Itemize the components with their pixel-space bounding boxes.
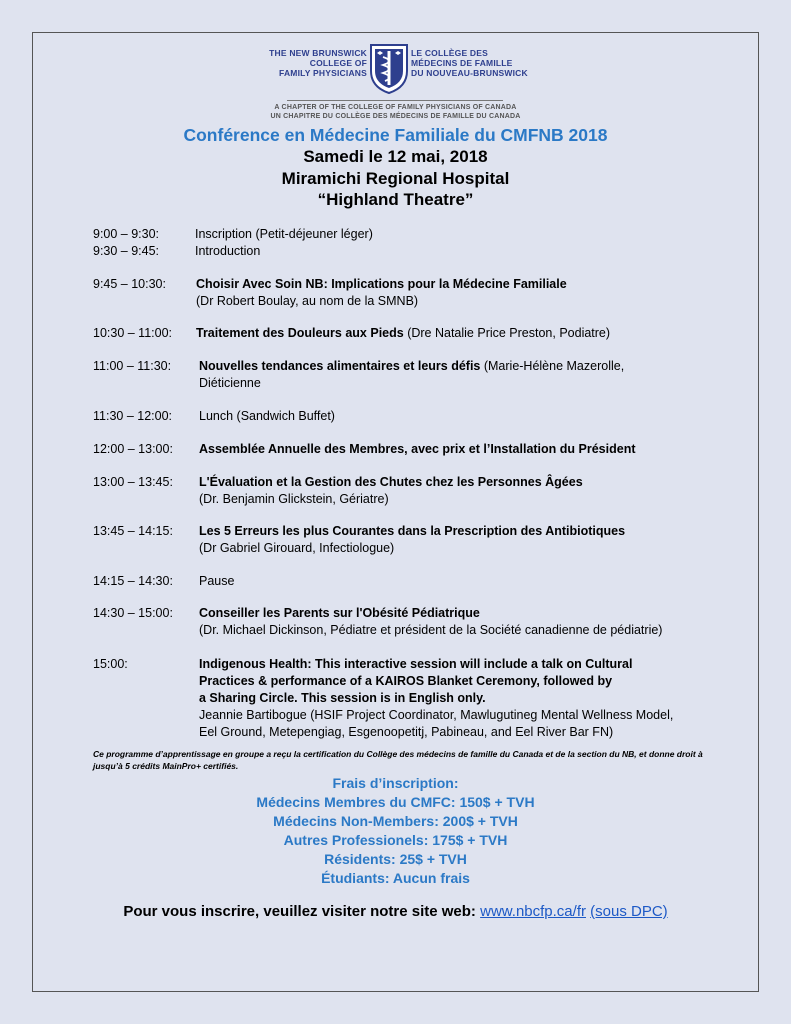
schedule-time: 11:00 – 11:30: (93, 359, 172, 373)
schedule-item: Choisir Avec Soin NB: Implications pour la Médecine Familiale (196, 277, 567, 291)
fee-line: Autres Professionels: 175$ + TVH (283, 832, 508, 848)
schedule-item: L'Évaluation et la Gestion des Chutes chez les Personnes Âgées (199, 475, 583, 489)
college-logo (0, 40, 791, 122)
dpc-link[interactable]: (sous DPC) (590, 903, 668, 920)
schedule-item: Conseiller les Parents sur l'Obésité Pédiatrique (199, 606, 480, 620)
schedule-item: Practices & performance of a KAIROS Blanket Ceremony, followed by (199, 674, 613, 688)
schedule-item: a Sharing Circle. This session is in English only. (199, 691, 486, 705)
fees-heading: Frais d’inscription: (332, 775, 459, 791)
fee-line: Médecins Membres du CMFC: 150$ + TVH (256, 794, 535, 810)
schedule-time: 14:15 – 14:30: (93, 574, 173, 588)
logo-text-english: THE NEW BRUNSWICK COLLEGE OF FAMILY PHYSICIANS (269, 48, 367, 78)
schedule-item-speaker: (Dr Robert Boulay, au nom de la SMNB) (196, 294, 419, 308)
schedule-item-speaker: Diéticienne (199, 376, 261, 390)
schedule-time: 13:00 – 13:45: (93, 475, 173, 489)
schedule-time: 15:00: (93, 657, 128, 671)
schedule-time: 9:45 – 10:30: (93, 277, 166, 291)
schedule-item-speaker: (Dr. Michael Dickinson, Pédiatre et président de la Société canadienne de pédiatrie) (199, 623, 663, 637)
fee-line: Médecins Non-Members: 200$ + TVH (273, 813, 518, 829)
schedule-item: Les 5 Erreurs les plus Courantes dans la Prescription des Antibiotiques (199, 524, 626, 538)
schedule-item: Nouvelles tendances alimentaires et leurs défis (Marie-Hélène Mazerolle, (199, 359, 625, 373)
schedule-item: Assemblée Annuelle des Membres, avec prix et l’Installation du Président (199, 442, 636, 456)
register-text: Pour vous inscrire, veuillez visiter notre site web: (123, 903, 481, 920)
logo-text-french: LE COLLÈGE DES MÉDECINS DE FAMILLE DU NOUVEAU-BRUNSWICK (411, 48, 528, 78)
shield-icon (369, 43, 409, 95)
registration-instructions (0, 903, 791, 920)
schedule-item-speaker: Jeannie Bartibogue (HSIF Project Coordinator, Mawlugutineg Mental Wellness Model, (199, 708, 674, 722)
schedule-item-speaker: (Dr Gabriel Girouard, Infectiologue) (199, 541, 395, 555)
schedule-item: Traitement des Douleurs aux Pieds (Dre Natalie Price Preston, Podiatre) (196, 326, 611, 340)
logo-divider (287, 100, 503, 101)
conference-title: Conférence en Médecine Familiale du CMFNB 2018 (183, 125, 608, 145)
schedule-time: 13:45 – 14:15: (93, 524, 173, 538)
website-link[interactable]: www.nbcfp.ca/fr (480, 903, 586, 920)
logo-subtitle-french: UN CHAPITRE DU COLLÈGE DES MÉDECINS DE FAMILLE DU CANADA (270, 113, 521, 120)
schedule-item-speaker: (Dr. Benjamin Glickstein, Gériatre) (199, 492, 389, 506)
schedule-item: Indigenous Health: This interactive session will include a talk on Cultural (199, 657, 633, 671)
schedule-time: 12:00 – 13:00: (93, 442, 173, 456)
schedule-time: 14:30 – 15:00: (93, 606, 173, 620)
conference-date: Samedi le 12 mai, 2018 (303, 147, 488, 166)
fee-line: Résidents: 25$ + TVH (324, 851, 467, 867)
schedule-item: Introduction (195, 244, 261, 258)
schedule-time: 10:30 – 11:00: (93, 326, 173, 340)
accreditation-note: Ce programme d’apprentissage en groupe a reçu la certification du Collège des médecins de famille du Canada et de la section du NB, et donne droit à jusqu’à 5 crédits MainPro+ certifiés. (93, 749, 703, 771)
schedule-item: Inscription (Petit-déjeuner léger) (195, 227, 373, 241)
schedule-time: 11:30 – 12:00: (93, 409, 173, 423)
schedule-time: 9:30 – 9:45: (93, 244, 160, 258)
logo-subtitle-english: A CHAPTER OF THE COLLEGE OF FAMILY PHYSICIANS OF CANADA (274, 104, 517, 111)
schedule-item-speaker: Eel Ground, Metepengiag, Esgenoopetitj, Pabineau, and Eel River Bar FN) (199, 725, 614, 739)
conference-venue: Miramichi Regional Hospital (281, 169, 510, 188)
schedule-item: Pause (199, 574, 235, 588)
schedule-time: 9:00 – 9:30: (93, 227, 160, 241)
conference-room: “Highland Theatre” (317, 190, 474, 209)
schedule-item: Lunch (Sandwich Buffet) (199, 409, 335, 423)
fee-line: Étudiants: Aucun frais (321, 870, 470, 886)
